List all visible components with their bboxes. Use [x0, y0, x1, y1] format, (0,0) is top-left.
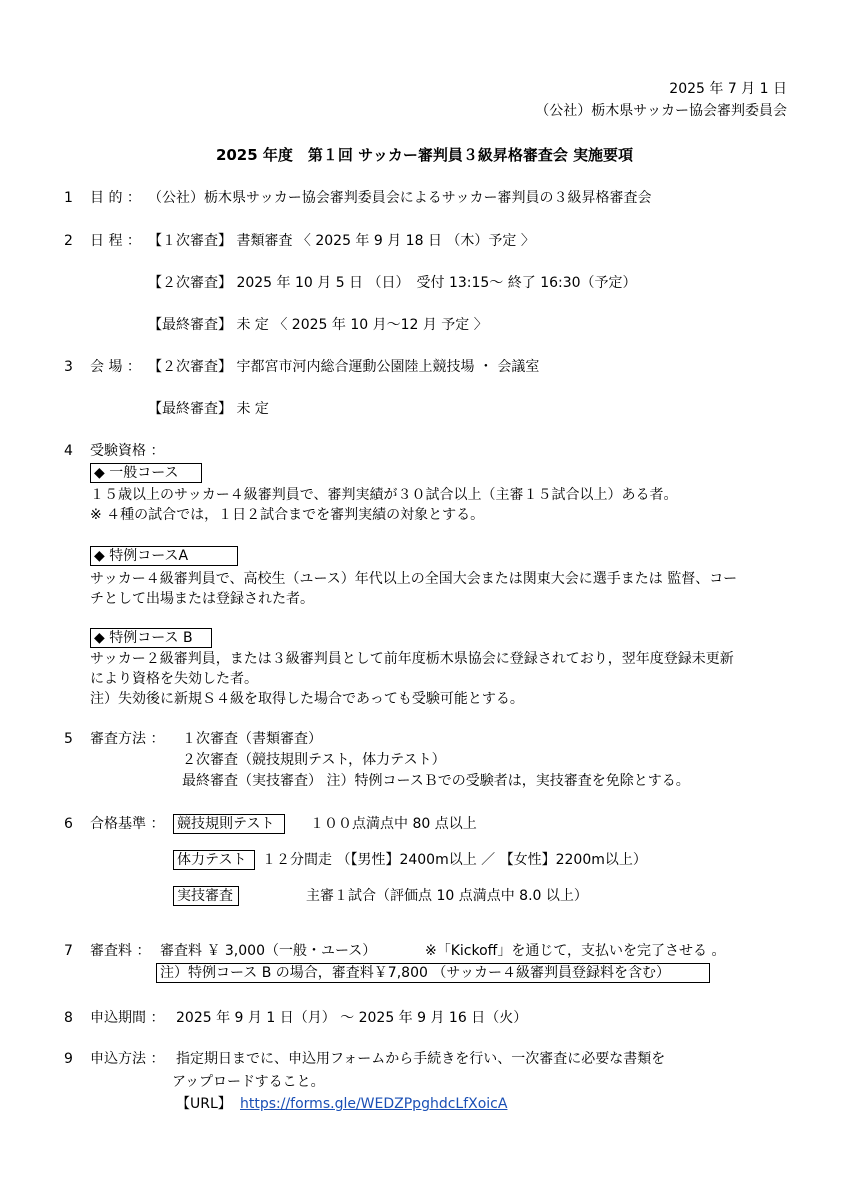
- section-1-text: （公社）栃木県サッカー協会審判委員会によるサッカー審判員の３級昇格審査会: [148, 190, 652, 206]
- document-date: 2025 年 7 月 1 日: [669, 81, 787, 97]
- section-7-number: 7: [64, 943, 73, 959]
- section-8-label: 申込期間 ：: [90, 1010, 165, 1026]
- application-form-link[interactable]: https://forms.gle/WEDZPpghdcLfXoicA: [240, 1096, 508, 1112]
- special-course-b-note: 注）失効後に新規Ｓ４級を取得した場合であっても受験可能とする。: [90, 691, 524, 707]
- section-6-number: 6: [64, 816, 73, 832]
- section-8-number: 8: [64, 1010, 73, 1026]
- schedule-first-review: 【１次審査】 書類審査 〈 2025 年 9 月 18 日 （木）予定 〉: [148, 233, 535, 249]
- method-final-review: 最終審査（実技審査） 注）特例コースＢでの受験者は，実技審査を免除とする。: [182, 773, 690, 789]
- document-title: 2025 年度 第１回 サッカー審判員３級昇格審査会 実施要項: [215, 146, 634, 164]
- fitness-test-criteria: １２分間走 （【男性】2400m以上 ／ 【女性】2200m以上）: [262, 852, 647, 868]
- payment-instruction: ※「Kickoff」を通じて，支払いを完了させる 。: [425, 943, 726, 959]
- venue-final-review: 【最終審査】 未 定: [148, 401, 269, 417]
- section-7-label: 審査料 ：: [90, 943, 151, 959]
- section-1-label: 目 的 ：: [90, 190, 141, 206]
- section-4-number: 4: [64, 443, 73, 459]
- special-course-a-line-2: チとして出場または登録された者。: [90, 591, 314, 607]
- method-second-review: ２次審査（競技規則テスト，体力テスト）: [182, 752, 446, 768]
- schedule-final-review: 【最終審査】 未 定 〈 2025 年 10 月～12 月 予定 〉: [148, 317, 488, 333]
- special-course-a-line-1: サッカー４級審判員で、高校生（ユース）年代以上の全国大会または関東大会に選手または 監督、コー: [90, 571, 738, 587]
- section-1-number: 1: [64, 190, 73, 206]
- special-course-b-line-2: により資格を失効した者。: [90, 671, 258, 687]
- application-method-line-2: アップロードすること。: [172, 1074, 325, 1090]
- section-2-number: 2: [64, 233, 73, 249]
- section-2-label: 日 程 ：: [90, 233, 141, 249]
- section-5-label: 審査方法 ：: [90, 731, 165, 747]
- section-3-label: 会 場 ：: [90, 359, 141, 375]
- section-3-number: 3: [64, 359, 73, 375]
- section-5-number: 5: [64, 731, 73, 747]
- venue-second-review: 【２次審査】 宇都宮市河内総合運動公園陸上競技場 ・ 会議室: [148, 359, 540, 375]
- rules-test-criteria: １００点満点中 80 点以上: [310, 816, 477, 832]
- application-period: 2025 年 9 月 1 日（月） ～ 2025 年 9 月 16 日（火）: [176, 1010, 528, 1026]
- section-9-number: 9: [64, 1051, 73, 1067]
- url-label: 【URL】: [176, 1096, 232, 1112]
- schedule-second-review: 【２次審査】 2025 年 10 月 5 日 （日） 受付 13:15～ 終了 16:30（予定）: [148, 275, 637, 291]
- rules-test-label: 競技規則テスト: [173, 814, 285, 834]
- exam-fee: 審査料 ￥ 3,000（一般・ユース）: [160, 943, 377, 959]
- general-course-note: ※ ４種の試合では，１日２試合までを審判実績の対象とする。: [90, 507, 485, 523]
- special-course-a-heading: ◆ 特例コースA: [90, 546, 238, 566]
- general-course-requirement: １５歳以上のサッカー４級審判員で、審判実績が３０試合以上（主審１５試合以上）ある者。: [90, 487, 678, 503]
- application-method-line-1: 指定期日までに、申込用フォームから手続きを行い、一次審査に必要な書類を: [176, 1051, 666, 1067]
- section-9-label: 申込方法 ：: [90, 1051, 165, 1067]
- special-course-b-fee-note: 注）特例コース B の場合，審査料￥7,800 （サッカー４級審判員登録料を含む）: [156, 963, 710, 983]
- special-course-b-line-1: サッカー２級審判員，または３級審判員として前年度栃木県協会に登録されており，翌年度登録未更新: [90, 651, 734, 667]
- practical-test-label: 実技審査: [173, 886, 239, 906]
- fitness-test-label: 体力テスト: [173, 850, 255, 870]
- section-4-label: 受験資格 ：: [90, 443, 165, 459]
- issuing-organization: （公社）栃木県サッカー協会審判委員会: [535, 103, 787, 119]
- section-6-label: 合格基準 ：: [90, 816, 165, 832]
- general-course-heading: ◆ 一般コース: [90, 463, 202, 483]
- practical-test-criteria: 主審１試合（評価点 10 点満点中 8.0 以上）: [306, 888, 588, 904]
- method-first-review: １次審査（書類審査）: [182, 731, 322, 747]
- special-course-b-heading: ◆ 特例コース B: [90, 628, 212, 648]
